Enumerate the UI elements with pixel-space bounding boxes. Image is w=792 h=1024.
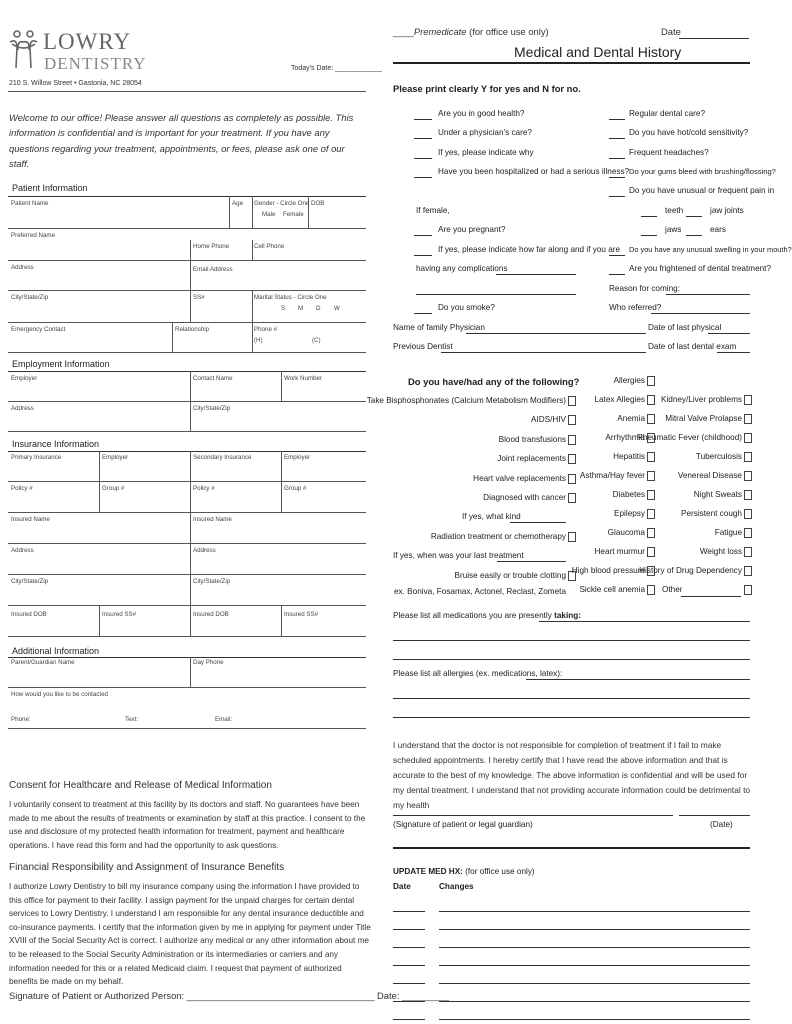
contact-name-field[interactable]: Contact Name: [193, 375, 233, 382]
premedicate-word: Premedicate: [413, 26, 467, 37]
checkbox-heart-valve[interactable]: [568, 474, 576, 484]
secondary-group-field[interactable]: Group #: [284, 485, 307, 492]
financial-title: Financial Responsibility and Assignment of Insurance Benefits: [9, 862, 285, 873]
checkbox-anemia[interactable]: [647, 414, 655, 424]
medications-bold: taking:: [554, 611, 581, 620]
last-physical[interactable]: Date of last physical: [648, 323, 722, 332]
update-note: (for office use only): [462, 867, 535, 876]
cond-venereal: Venereal Disease: [677, 471, 742, 480]
update-changes-line[interactable]: [439, 911, 750, 912]
pain-teeth[interactable]: teeth: [665, 206, 684, 215]
email-field[interactable]: Email Address: [193, 266, 233, 273]
pain-jaw-joints[interactable]: jaw joints: [710, 206, 744, 215]
q-hospitalized[interactable]: Have you been hospitalized or had a serious illness?: [438, 167, 630, 176]
allergies-label: Please list all allergies (ex. medications, latex):: [393, 669, 563, 678]
checkbox-latex[interactable]: [647, 395, 655, 405]
q-frightened[interactable]: Are you frightened of dental treatment?: [629, 264, 772, 273]
logo-figures-icon: [8, 28, 40, 70]
update-date-line[interactable]: [393, 965, 425, 966]
insurance-info-title: Insurance Information: [12, 439, 100, 449]
update-date-header: Date: [393, 882, 411, 891]
cond-asthma: Asthma/Hay fever: [579, 471, 645, 480]
primary-insurance-field[interactable]: Primary Insurance: [11, 454, 62, 461]
update-changes-header: Changes: [439, 882, 474, 891]
cond-rheumatic-fever: Rheumatic Fever (childhood): [636, 433, 742, 442]
checkbox-asthma[interactable]: [647, 471, 655, 481]
checkbox-diagnosed-cancer[interactable]: [568, 493, 576, 503]
cond-bisphosphonates: Take Bisphosphonates (Calcium Metabolism Modifiers): [366, 396, 566, 405]
update-changes-line[interactable]: [439, 1001, 750, 1002]
medications-line-2[interactable]: [393, 640, 750, 641]
pain-jaws[interactable]: jaws: [665, 225, 682, 234]
cond-arrhythmia: Arrhythmia: [605, 433, 645, 442]
contact-email-option[interactable]: Email:: [215, 716, 233, 723]
medications-text: Please list all medications you are presently: [393, 611, 555, 620]
cond-drug-dependency: History of Drug Dependency: [639, 566, 742, 575]
q-physician-care[interactable]: Under a physician's care?: [438, 128, 532, 137]
update-date-line[interactable]: [393, 911, 425, 912]
city-state-zip-field[interactable]: City/State/Zip: [11, 294, 49, 301]
relationship-field[interactable]: Relationship: [175, 326, 210, 333]
cond-boniva: ex. Boniva, Fosamax, Actonel, Reclast, Zometa: [393, 587, 566, 596]
cond-sickle-cell: Sickle cell anemia: [579, 585, 645, 594]
print-clearly-note: Please print clearly Y for yes and N for no.: [393, 83, 581, 94]
patient-info-title: Patient Information: [12, 183, 88, 193]
checkbox-night-sweats[interactable]: [744, 490, 752, 500]
secondary-insured-address-field[interactable]: Address: [193, 547, 216, 554]
cond-kind: If yes, what kind: [462, 512, 521, 521]
checkbox-drug-dependency[interactable]: [744, 566, 752, 576]
marital-w[interactable]: W: [334, 305, 340, 312]
checkbox-radiation[interactable]: [568, 532, 576, 542]
consent-body: I voluntarily consent to treatment at this facility by its doctors and staff. No guarantees have been made to me about the results of treatments or examination by staff at this practice. I consent to the use and disclosure of my protected health information for treatment, payment and healthcare operations. I have read this form and had the opportunity to ask questions.: [9, 800, 366, 850]
update-date-line[interactable]: [393, 1019, 425, 1020]
cond-hepatitis: Hepatitis: [613, 452, 645, 461]
primary-insured-city-field[interactable]: City/State/Zip: [11, 578, 49, 585]
checkbox-glaucoma[interactable]: [647, 528, 655, 538]
q-hot-cold-sensitivity[interactable]: Do you have hot/cold sensitivity?: [629, 128, 749, 137]
update-date-line[interactable]: [393, 947, 425, 948]
cond-glaucoma: Glaucoma: [607, 528, 645, 537]
address-field[interactable]: Address: [11, 264, 34, 271]
q-mouth-swelling[interactable]: Do you have any unusual swelling in your mouth?: [629, 245, 792, 254]
work-number-field[interactable]: Work Number: [284, 375, 323, 382]
secondary-insured-city-field[interactable]: City/State/Zip: [193, 578, 231, 585]
checkbox-mitral-valve[interactable]: [744, 414, 752, 424]
todays-date[interactable]: Today's Date: ____________: [291, 65, 382, 72]
office-address: 210 S. Willow Street • Gastonia, NC 28054: [9, 80, 142, 87]
cond-heart-murmur: Heart murmur: [594, 547, 645, 556]
update-changes-line[interactable]: [439, 947, 750, 948]
update-changes-line[interactable]: [439, 1019, 750, 1020]
checkbox-kidney-liver[interactable]: [744, 395, 752, 405]
signature-line[interactable]: Signature of Patient or Authorized Person: ____________________________________ Date: _________: [9, 990, 449, 1001]
checkbox-hepatitis[interactable]: [647, 452, 655, 462]
contact-text-option[interactable]: Text:: [125, 716, 139, 723]
checkbox-allergies[interactable]: [647, 376, 655, 386]
logo-sub: DENTISTRY: [44, 54, 147, 73]
cond-night-sweats: Night Sweats: [693, 490, 742, 499]
q-how-far-along[interactable]: If yes, please indicate how far along and if you are: [438, 245, 621, 254]
contact-phone-option[interactable]: Phone:: [11, 716, 31, 723]
q-indicate-why[interactable]: If yes, please indicate why: [438, 148, 534, 157]
emergency-phone-h[interactable]: (H): [254, 337, 263, 344]
dob-field[interactable]: DOB: [311, 200, 325, 207]
cond-joint-replacements: Joint replacements: [497, 454, 566, 463]
checkbox-persistent-cough[interactable]: [744, 509, 752, 519]
secondary-insured-ss-field[interactable]: Insured SS#: [284, 611, 319, 618]
checkbox-tuberculosis[interactable]: [744, 452, 752, 462]
cond-anemia: Anemia: [617, 414, 645, 423]
premedicate-note: (for office use only): [466, 26, 549, 37]
medications-line-3[interactable]: [393, 659, 750, 660]
logo: [8, 28, 147, 73]
logo-name: LOWRY: [43, 29, 132, 54]
emergency-phone-field[interactable]: Phone #: [254, 326, 278, 333]
cond-persistent-cough: Persistent cough: [681, 509, 742, 518]
cond-weight-loss: Weight loss: [699, 547, 742, 556]
update-changes-line[interactable]: [439, 983, 750, 984]
parent-guardian-field[interactable]: Parent/Guardian Name: [11, 659, 75, 666]
employer-field[interactable]: Employer: [11, 375, 38, 382]
if-female-label: If female,: [416, 206, 450, 215]
date-blank[interactable]: [679, 38, 749, 39]
checkbox-bisphosphonates[interactable]: [568, 396, 576, 406]
financial-body: I authorize Lowry Dentistry to bill my insurance company using the information I have provided to this office for payment to their facility. I assign payment for the unpaid charges for certain dental services to Lowry Dentistry. I understand I am responsible for any dental insurance deductible and co-insurance payments. I certify that the information given by me in applying for payment under Title XVIII of the Social Security Act is correct. I authorize any medical or any other information about me to be released to the Social Security Administration or its intermediaries or carriers and any information needed for this or a related Medicaid claim. I request that payment of authorized benefits be made on my behalf.: [9, 882, 371, 987]
primary-insured-dob-field[interactable]: Insured DOB: [11, 611, 47, 618]
cond-radiation: Radiation treatment or chemotherapy: [430, 532, 566, 541]
update-med-hx: [393, 868, 535, 876]
employer-city-field[interactable]: City/State/Zip: [193, 405, 231, 412]
last-dental-exam[interactable]: Date of last dental exam: [648, 342, 737, 351]
medications-line-1[interactable]: [539, 621, 750, 622]
cond-diagnosed-cancer: Diagnosed with cancer: [483, 493, 566, 502]
cond-diabetes: Diabetes: [612, 490, 645, 499]
primary-insured-address-field[interactable]: Address: [11, 547, 34, 554]
update-date-line[interactable]: [393, 929, 425, 930]
employment-info-title: Employment Information: [12, 359, 110, 369]
checkbox-venereal[interactable]: [744, 471, 752, 481]
cond-kidney-liver: Kidney/Liver problems: [660, 395, 742, 404]
checkbox-rheumatic-fever[interactable]: [744, 433, 752, 443]
primary-policy-field[interactable]: Policy #: [11, 485, 33, 492]
preferred-name-field[interactable]: Preferred Name: [11, 232, 56, 239]
marital-status-field[interactable]: Marital Status - Circle One: [254, 294, 327, 301]
checkbox-blood-transfusions[interactable]: [568, 435, 576, 445]
emergency-contact-field[interactable]: Emergency Contact: [11, 326, 66, 333]
cond-blood-transfusions: Blood transfusions: [498, 435, 566, 444]
cond-fatigue: Fatigue: [714, 528, 742, 537]
date-label: Date: [661, 26, 681, 37]
gender-male[interactable]: Male: [262, 211, 276, 218]
medications-label: [393, 612, 581, 620]
understand-statement: I understand that the doctor is not responsible for completion of treatment if I fail to make scheduled appointments. I hereby certify that I have read the above information and that is accurate to the best of my knowledge. The above information is confidential and will be used for my dental treatment. I understand that not providing accurate information could be detrimental to my health: [393, 740, 751, 810]
cond-latex: Latex Allegies: [594, 395, 645, 404]
secondary-insurance-field[interactable]: Secondary Insurance: [193, 454, 252, 461]
contact-preference-label: How would you like to be contacted: [11, 691, 108, 698]
emergency-phone-c[interactable]: (C): [312, 337, 321, 344]
guardian-signature-line[interactable]: [393, 815, 673, 816]
cond-other: Other: [662, 585, 683, 594]
gender-female[interactable]: Female: [283, 211, 304, 218]
guardian-date-line[interactable]: [679, 815, 750, 816]
primary-insured-name-field[interactable]: Insured Name: [11, 516, 50, 523]
checkbox-epilepsy[interactable]: [647, 509, 655, 519]
primary-employer-field[interactable]: Employer: [102, 454, 129, 461]
checkbox-weight-loss[interactable]: [744, 547, 752, 557]
q-smoke[interactable]: Do you smoke?: [438, 303, 495, 312]
cond-high-blood-pressure: High blood pressure: [571, 566, 645, 575]
q-complications[interactable]: having any complications: [416, 264, 508, 273]
q-good-health[interactable]: Are you in good health?: [438, 109, 525, 118]
q-unusual-pain[interactable]: Do you have unusual or frequent pain in: [629, 186, 775, 195]
employer-address-field[interactable]: Address: [11, 405, 34, 412]
premedicate-blank: ____: [393, 26, 414, 37]
q-headaches[interactable]: Frequent headaches?: [629, 148, 709, 157]
secondary-insured-dob-field[interactable]: Insured DOB: [193, 611, 229, 618]
day-phone-field[interactable]: Day Phone: [193, 659, 224, 666]
update-changes-line[interactable]: [439, 929, 750, 930]
q-regular-dental-care[interactable]: Regular dental care?: [629, 109, 706, 118]
additional-info-title: Additional Information: [12, 646, 100, 656]
cond-last-treatment: If yes, when was your last treatment: [393, 551, 524, 560]
history-title: Medical and Dental History: [514, 44, 682, 60]
home-phone-field[interactable]: Home Phone: [193, 243, 230, 250]
allergies-line-2[interactable]: [393, 698, 750, 699]
secondary-employer-field[interactable]: Employer: [284, 454, 311, 461]
update-date-line[interactable]: [393, 983, 425, 984]
who-referred[interactable]: Who referred?: [609, 303, 662, 312]
checkbox-heart-murmur[interactable]: [647, 547, 655, 557]
checkbox-fatigue[interactable]: [744, 528, 752, 538]
cond-aids-hiv: AIDS/HIV: [530, 415, 566, 424]
update-title: UPDATE MED HX:: [393, 867, 463, 876]
ss-field[interactable]: SS#: [193, 294, 205, 301]
consent-title: Consent for Healthcare and Release of Medical Information: [9, 780, 272, 791]
cond-tuberculosis: Tuberculosis: [695, 452, 742, 461]
marital-s[interactable]: S: [281, 305, 286, 312]
checkbox-aids-hiv[interactable]: [568, 415, 576, 425]
signature-guardian-label: (Signature of patient or legal guardian): [393, 820, 533, 829]
primary-group-field[interactable]: Group #: [102, 485, 125, 492]
gender-field[interactable]: Gender - Circle One: [254, 200, 310, 207]
primary-insured-ss-field[interactable]: Insured SS#: [102, 611, 137, 618]
allergies-line-3[interactable]: [393, 717, 750, 718]
q-pregnant[interactable]: Are you pregnant?: [438, 225, 506, 234]
conditions-heading: Do you have/had any of the following?: [408, 376, 580, 387]
premedicate-line[interactable]: [393, 27, 549, 36]
update-changes-line[interactable]: [439, 965, 750, 966]
update-date-line[interactable]: [393, 1001, 425, 1002]
cond-heart-valve: Heart valve replacements: [473, 474, 566, 483]
marital-d[interactable]: D: [316, 305, 321, 312]
welcome-text: Welcome to our office! Please answer all questions as completely as possible. This information is confidential and is important for your treatment. If you have any questions regarding your treatment, appointments, or fees, please ask one of our staff.: [9, 112, 354, 170]
checkbox-diabetes[interactable]: [647, 490, 655, 500]
reason-for-coming[interactable]: Reason for coming:: [609, 284, 680, 293]
allergies-line-1[interactable]: [526, 679, 750, 680]
cond-bruise: Bruise easily or trouble clotting: [454, 571, 566, 580]
checkbox-joint-replacements[interactable]: [568, 454, 576, 464]
signature-date-label: (Date): [710, 820, 733, 829]
cell-phone-field[interactable]: Cell Phone: [254, 243, 285, 250]
cond-allergies: Allergies: [613, 376, 645, 385]
marital-m[interactable]: M: [298, 305, 304, 312]
checkbox-sickle-cell[interactable]: [647, 585, 655, 595]
previous-dentist[interactable]: Previous Dentist: [393, 342, 453, 351]
pain-ears[interactable]: ears: [710, 225, 726, 234]
secondary-insured-name-field[interactable]: Insured Name: [193, 516, 232, 523]
cond-epilepsy: Epilepsy: [614, 509, 645, 518]
patient-name-field[interactable]: Patient Name: [11, 200, 49, 207]
checkbox-other[interactable]: [744, 585, 752, 595]
age-field[interactable]: Age: [232, 200, 244, 207]
family-physician[interactable]: Name of family Physician: [393, 323, 485, 332]
secondary-policy-field[interactable]: Policy #: [193, 485, 215, 492]
q-gums-bleed[interactable]: Do your gums bleed with brushing/flossing?: [629, 167, 776, 176]
cond-mitral-valve: Mitral Valve Prolapse: [665, 414, 742, 423]
